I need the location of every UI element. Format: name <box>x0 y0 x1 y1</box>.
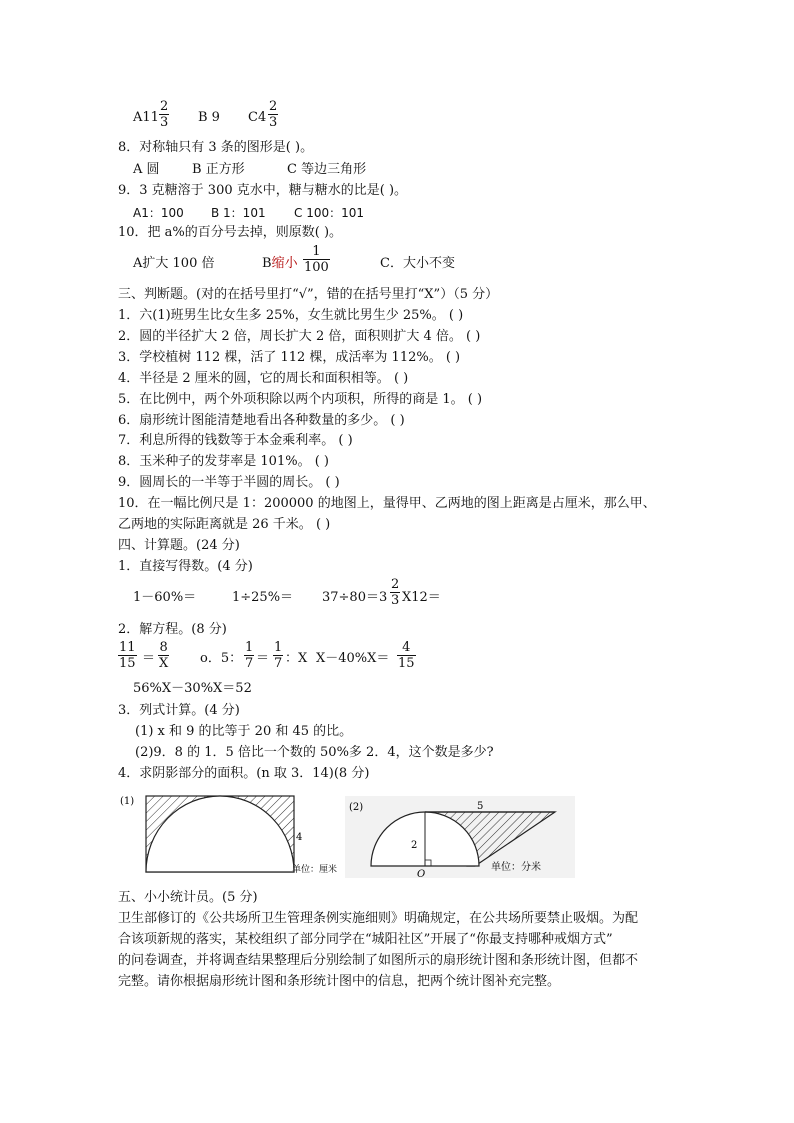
calc-sub1-title: 1．直接写得数。(4 分) <box>118 559 253 574</box>
judge-item-10-cont: 乙两地的实际距离就是 26 千米。 ( ) <box>118 517 331 532</box>
q7-c-denominator: 3 <box>269 115 278 130</box>
list-calc-2: (2)9．8 的 1．5 倍比一个数的 50%多 2．4，这个数是多少? <box>135 745 494 760</box>
q9-option-b: B 1：101 <box>211 206 266 220</box>
q7-option-a-label: A11 <box>133 110 159 125</box>
q7-option-c-fraction <box>268 99 278 130</box>
eq2-suffix: ：X <box>285 651 308 666</box>
eq3-denominator: 15 <box>398 656 415 671</box>
q10-b-numerator: 1 <box>312 244 321 259</box>
calc3-numerator: 2 <box>391 577 400 592</box>
q10-b-denominator: 100 <box>304 260 329 275</box>
q8-option-a: A 圆 <box>133 162 160 177</box>
section5-title: 五、小小统计员。(5 分) <box>118 890 258 905</box>
q7-option-a-fraction <box>159 99 169 130</box>
q10-option-a: A扩大 100 倍 <box>133 256 215 271</box>
eq2-left-fraction <box>244 640 254 671</box>
eq2-right-fraction <box>273 640 283 671</box>
judge-item-2: 2．圆的半径扩大 2 倍，周长扩大 2 倍，面积则扩大 4 倍。 ( ) <box>118 329 481 344</box>
q8-option-c: C 等边三角形 <box>287 162 367 177</box>
eq1-right-fraction <box>158 640 169 671</box>
calc-item-1: 1－60%＝ <box>133 590 197 605</box>
calc-sub3-title: 3．列式计算。(4 分) <box>118 703 240 718</box>
section5-line-2: 合该项新规的落实，某校组织了部分同学在“城阳社区”开展了“你最支持哪种戒烟方式” <box>118 932 613 947</box>
fig2-label: (2) <box>349 802 364 813</box>
eq3-prefix: X－40%X＝ <box>316 651 390 666</box>
q9-option-a: A1：100 <box>133 206 184 220</box>
calc-item-3-suffix: X12＝ <box>402 590 441 605</box>
q7-a-denominator: 3 <box>160 115 169 130</box>
fig1-side-length: 4 <box>296 832 303 843</box>
eq2-prefix: o．5： <box>200 651 243 666</box>
eq1-left-fraction <box>118 640 137 671</box>
q9-option-c: C 100：101 <box>294 206 365 220</box>
section5-line-1: 卫生部修订的《公共场所卫生管理条例实施细则》明确规定，在公共场所要禁止吸烟。为配 <box>118 911 639 926</box>
eq2-right-numerator: 1 <box>274 640 283 655</box>
q7-option-c-label: C4 <box>248 110 267 125</box>
calc-sub2-title: 2．解方程。(8 分) <box>118 622 227 637</box>
fig2-center: O <box>417 869 426 878</box>
eq2-left-numerator: 1 <box>245 640 254 655</box>
eq3-numerator: 4 <box>402 640 411 655</box>
fig1-label: (1) <box>120 796 135 807</box>
eq2-right-denominator: 7 <box>274 656 283 671</box>
judge-item-3: 3．学校植树 112 棵，活了 112 棵，成活率为 112%。 ( ) <box>118 350 461 365</box>
q10-b-red-text: 缩小 <box>271 256 298 271</box>
fig2-unit: 单位：分米 <box>491 862 541 873</box>
q7-a-numerator: 2 <box>160 99 169 114</box>
fig2-top-length: 5 <box>477 801 484 812</box>
figure-2 <box>345 796 575 878</box>
section5-line-4: 完整。请你根据扇形统计图和条形统计图中的信息，把两个统计图补充完整。 <box>118 974 561 989</box>
q10-question: 10．把 a%的百分号去掉，则原数( )。 <box>118 225 343 240</box>
q10-option-c: C．大小不变 <box>380 256 455 271</box>
calc-item-3-prefix: 37÷80＝3 <box>322 590 388 605</box>
q10-option-b-fraction <box>303 244 330 275</box>
list-calc-1: (1) x 和 9 的比等于 20 和 45 的比。 <box>135 724 353 739</box>
eq1-right-denominator: X <box>159 656 169 671</box>
eq3-fraction <box>397 640 416 671</box>
q7-c-numerator: 2 <box>269 99 278 114</box>
q9-question: 9．3 克糖溶于 300 克水中，糖与糖水的比是( )。 <box>118 183 408 198</box>
fig2-height: 2 <box>411 840 418 851</box>
eq1-right-numerator: 8 <box>159 640 168 655</box>
calc-item-3-fraction <box>390 577 400 608</box>
calc3-denominator: 3 <box>391 593 400 608</box>
section4-title: 四、计算题。(24 分) <box>118 538 240 553</box>
eq4: 56%X－30%X＝52 <box>133 681 252 696</box>
eq1-left-denominator: 15 <box>119 656 136 671</box>
eq2-equals: ＝ <box>256 651 270 666</box>
judge-item-4: 4．半径是 2 厘米的圆，它的周长和面积相等。 ( ) <box>118 371 409 386</box>
figure-1 <box>118 790 348 878</box>
eq2-left-denominator: 7 <box>245 656 254 671</box>
calc-item-2: 1÷25%＝ <box>232 590 294 605</box>
q8-question: 8．对称轴只有 3 条的图形是( )。 <box>118 140 314 155</box>
eq1-equals: ＝ <box>142 651 156 666</box>
judge-item-9: 9．圆周长的一半等于半圆的周长。 ( ) <box>118 475 340 490</box>
q10-option-b-label: B缩小 <box>262 256 298 271</box>
judge-item-7: 7．利息所得的钱数等于本金乘利率。 ( ) <box>118 433 353 448</box>
section5-line-3: 的问卷调查，并将调查结果整理后分别绘制了如图所示的扇形统计图和条形统计图，但都不 <box>118 953 639 968</box>
calc-sub4-title: 4．求阴影部分的面积。(n 取 3．14)(8 分) <box>118 766 370 781</box>
judge-item-5: 5．在比例中，两个外项积除以两个内项积，所得的商是 1。 ( ) <box>118 392 483 407</box>
judge-item-1: 1．六(1)班男生比女生多 25%，女生就比男生少 25%。 ( ) <box>118 308 464 323</box>
judge-item-6: 6．扇形统计图能清楚地看出各种数量的多少。 ( ) <box>118 413 405 428</box>
judge-item-10: 10．在一幅比例尺是 1：200000 的地图上，量得甲、乙两地的图上距离是占厘米，那么甲、 <box>118 496 656 511</box>
judge-item-8: 8．玉米种子的发芽率是 101%。 ( ) <box>118 454 329 469</box>
eq1-left-numerator: 11 <box>119 640 136 655</box>
q7-option-b: B 9 <box>198 110 220 125</box>
q8-option-b: B 正方形 <box>192 162 245 177</box>
fig1-unit: 单位：厘米 <box>292 865 338 875</box>
section3-title: 三、判断题。(对的在括号里打“√”，错的在括号里打“X”）（5 分） <box>118 287 499 302</box>
